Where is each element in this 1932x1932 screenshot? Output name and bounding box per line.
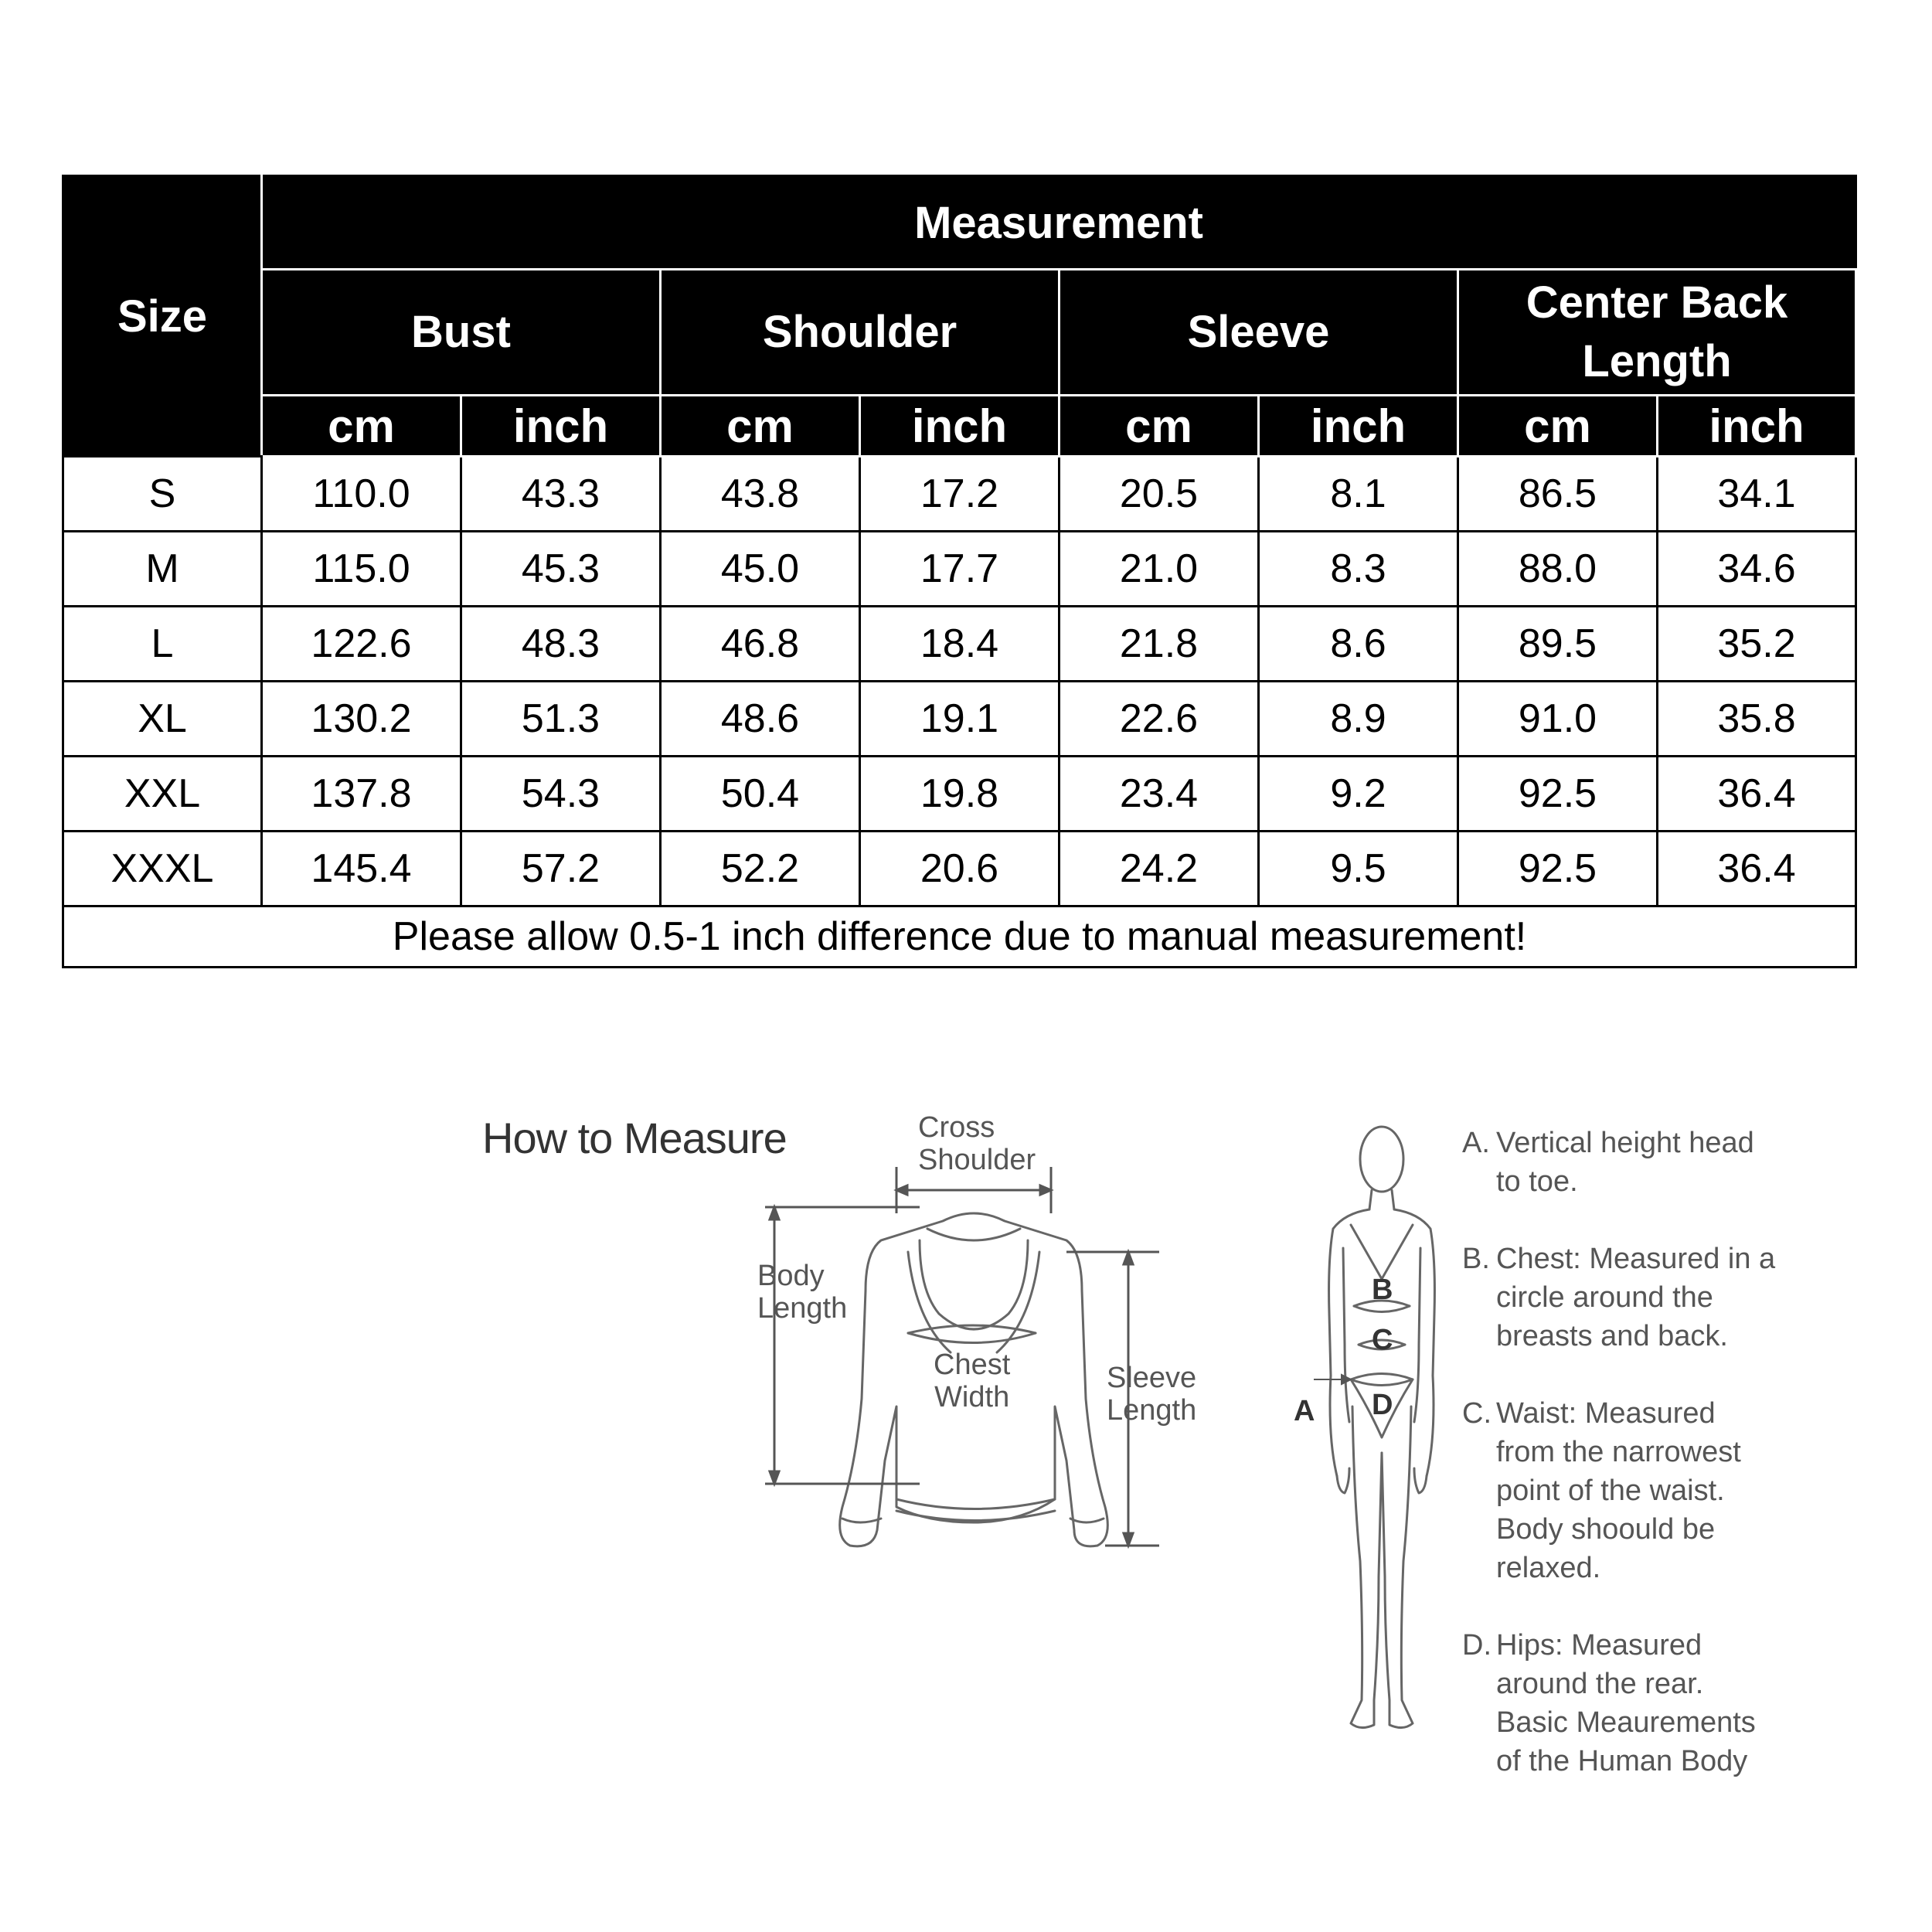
measurement-cell: 36.4 (1658, 832, 1856, 906)
measurement-cell: 48.3 (461, 607, 661, 682)
bust-header: Bust (262, 270, 661, 396)
measurement-note: Please allow 0.5-1 inch difference due to manual measurement! (63, 906, 1856, 968)
chest-width-label: Chest Width (934, 1349, 1011, 1413)
measurement-cell: 21.8 (1060, 607, 1259, 682)
measurement-cell: 21.0 (1060, 532, 1259, 607)
measurement-cell: 145.4 (262, 832, 461, 906)
legend-item-d (1462, 1626, 1787, 1781)
label-c: C (1372, 1324, 1393, 1356)
measurement-cell: 88.0 (1458, 532, 1658, 607)
legend-item-c (1462, 1394, 1787, 1587)
size-cell: XL (63, 682, 262, 757)
size-cell: XXL (63, 757, 262, 832)
legend-letter: B. (1462, 1243, 1490, 1275)
measurement-cell: 17.7 (860, 532, 1060, 607)
unit-header: cm (1060, 396, 1259, 457)
measurement-cell: 110.0 (262, 457, 461, 532)
how-to-measure-title: How to Measure (482, 1114, 787, 1162)
measurement-cell: 54.3 (461, 757, 661, 832)
measurement-cell: 8.9 (1259, 682, 1458, 757)
measurement-cell: 36.4 (1658, 757, 1856, 832)
measurement-cell: 89.5 (1458, 607, 1658, 682)
measurement-cell: 22.6 (1060, 682, 1259, 757)
legend-letter: D. (1462, 1629, 1492, 1662)
measurement-cell: 51.3 (461, 682, 661, 757)
measurement-cell: 57.2 (461, 832, 661, 906)
legend-text: Waist: Measured from the narrowest point of the waist. Body shoould be relaxed. (1496, 1397, 1741, 1584)
table-row (63, 607, 1856, 682)
measurement-cell: 48.6 (661, 682, 860, 757)
table-row (63, 682, 1856, 757)
measurement-cell: 122.6 (262, 607, 461, 682)
label-d: D (1372, 1389, 1393, 1421)
measurement-cell: 17.2 (860, 457, 1060, 532)
table-row (63, 532, 1856, 607)
measurement-cell: 9.2 (1259, 757, 1458, 832)
size-cell: XXXL (63, 832, 262, 906)
size-cell: M (63, 532, 262, 607)
measurement-header: Measurement (262, 176, 1856, 270)
size-column-header: Size (63, 176, 262, 457)
measurement-cell: 24.2 (1060, 832, 1259, 906)
measurement-cell: 115.0 (262, 532, 461, 607)
sleeve-header: Sleeve (1060, 270, 1458, 396)
shoulder-header: Shoulder (661, 270, 1060, 396)
measurement-cell: 8.6 (1259, 607, 1458, 682)
legend-text: Chest: Measured in a circle around the breasts and back. (1496, 1243, 1776, 1352)
legend-item-a (1462, 1124, 1787, 1201)
unit-header: cm (1458, 396, 1658, 457)
measurement-cell: 23.4 (1060, 757, 1259, 832)
measurement-cell: 43.3 (461, 457, 661, 532)
measurement-cell: 19.8 (860, 757, 1060, 832)
measurement-cell: 45.3 (461, 532, 661, 607)
measurement-cell: 8.3 (1259, 532, 1458, 607)
measurement-cell: 9.5 (1259, 832, 1458, 906)
measurement-cell: 35.8 (1658, 682, 1856, 757)
measurement-cell: 50.4 (661, 757, 860, 832)
cross-shoulder-label: Cross Shoulder (918, 1111, 1036, 1176)
measurement-cell: 92.5 (1458, 832, 1658, 906)
measurement-cell: 34.1 (1658, 457, 1856, 532)
legend-item-b (1462, 1240, 1787, 1355)
unit-header: inch (1259, 396, 1458, 457)
label-a: A (1294, 1395, 1315, 1427)
table-row (63, 832, 1856, 906)
body-length-label: Body Length (757, 1260, 848, 1325)
legend-text: Vertical height head to toe. (1496, 1127, 1754, 1198)
label-b: B (1372, 1274, 1393, 1306)
unit-header: inch (1658, 396, 1856, 457)
legend-letter: A. (1462, 1127, 1490, 1159)
measurement-cell: 86.5 (1458, 457, 1658, 532)
table-row (63, 757, 1856, 832)
measurement-cell: 92.5 (1458, 757, 1658, 832)
measurement-cell: 91.0 (1458, 682, 1658, 757)
unit-header: inch (860, 396, 1060, 457)
unit-header: cm (661, 396, 860, 457)
measurement-cell: 34.6 (1658, 532, 1856, 607)
size-chart-table (62, 175, 1857, 968)
measurement-cell: 19.1 (860, 682, 1060, 757)
measurement-cell: 20.5 (1060, 457, 1259, 532)
measurement-cell: 130.2 (262, 682, 461, 757)
measurement-cell: 18.4 (860, 607, 1060, 682)
legend-text: Hips: Measured around the rear. Basic Meaurements of the Human Body (1496, 1629, 1756, 1777)
human-body-diagram (1283, 1113, 1476, 1762)
center-back-length-header: Center Back Length (1458, 270, 1856, 396)
measurement-cell: 45.0 (661, 532, 860, 607)
unit-header: cm (262, 396, 461, 457)
legend-letter: C. (1462, 1397, 1492, 1430)
measurement-cell: 20.6 (860, 832, 1060, 906)
measurement-cell: 35.2 (1658, 607, 1856, 682)
measurement-cell: 46.8 (661, 607, 860, 682)
table-row (63, 457, 1856, 532)
size-cell: L (63, 607, 262, 682)
size-cell: S (63, 457, 262, 532)
measurement-cell: 8.1 (1259, 457, 1458, 532)
sleeve-length-label: Sleeve Length (1107, 1362, 1197, 1427)
measurement-cell: 43.8 (661, 457, 860, 532)
measurement-cell: 137.8 (262, 757, 461, 832)
unit-header: inch (461, 396, 661, 457)
measurement-cell: 52.2 (661, 832, 860, 906)
